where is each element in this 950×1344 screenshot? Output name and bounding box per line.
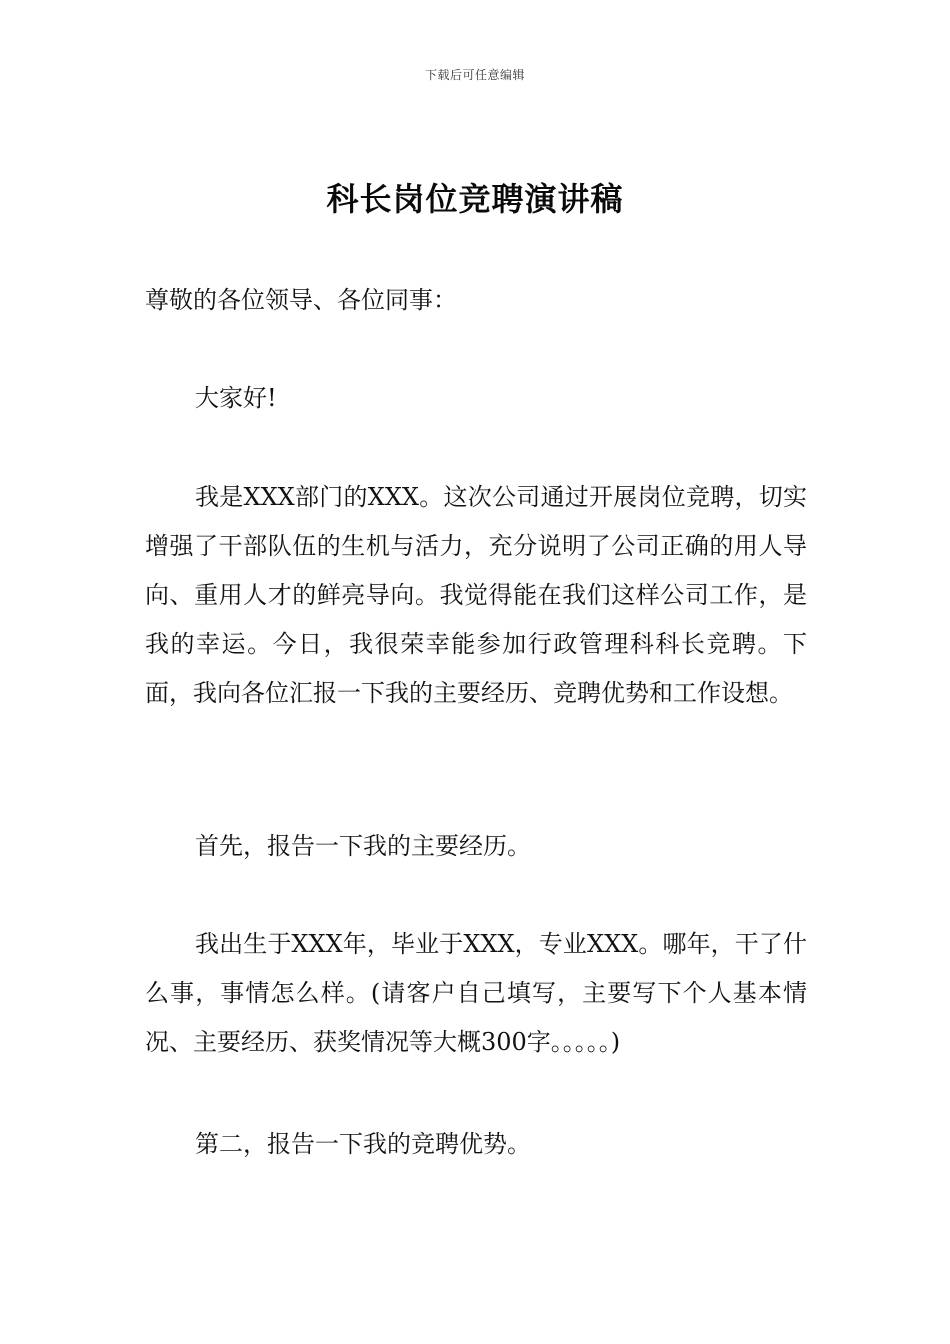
document-title: 科长岗位竞聘演讲稿 <box>326 180 624 218</box>
paragraph-hello: 大家好! <box>195 384 277 412</box>
header-note: 下载后可任意编辑 <box>424 68 525 82</box>
paragraph-introduction: 我是XXX部门的XXX。这次公司通过开展岗位竞聘，切实增强了干部队伍的生机与活力，充分说明了公司正确的用人导向、重用人才的鲜亮导向。我觉得能在我们这样公司工作，是我的幸运。今日，我很荣幸能参加行政管理科科长竞聘。下面，我向各位汇报一下我的主要经历、竞聘优势和工作设想。 <box>145 483 807 707</box>
greeting: 尊敬的各位领导、各位同事： <box>145 286 457 314</box>
paragraph-first-heading: 首先，报告一下我的主要经历。 <box>195 832 531 860</box>
paragraph-second-heading: 第二，报告一下我的竞聘优势。 <box>195 1130 531 1158</box>
paragraph-biography: 我出生于XXX年，毕业于XXX，专业XXX。哪年，干了什么事，事情怎么样。(请客户自己填写，主要写下个人基本情况、主要经历、获奖情况等大概300字。。。。。) <box>145 930 807 1056</box>
